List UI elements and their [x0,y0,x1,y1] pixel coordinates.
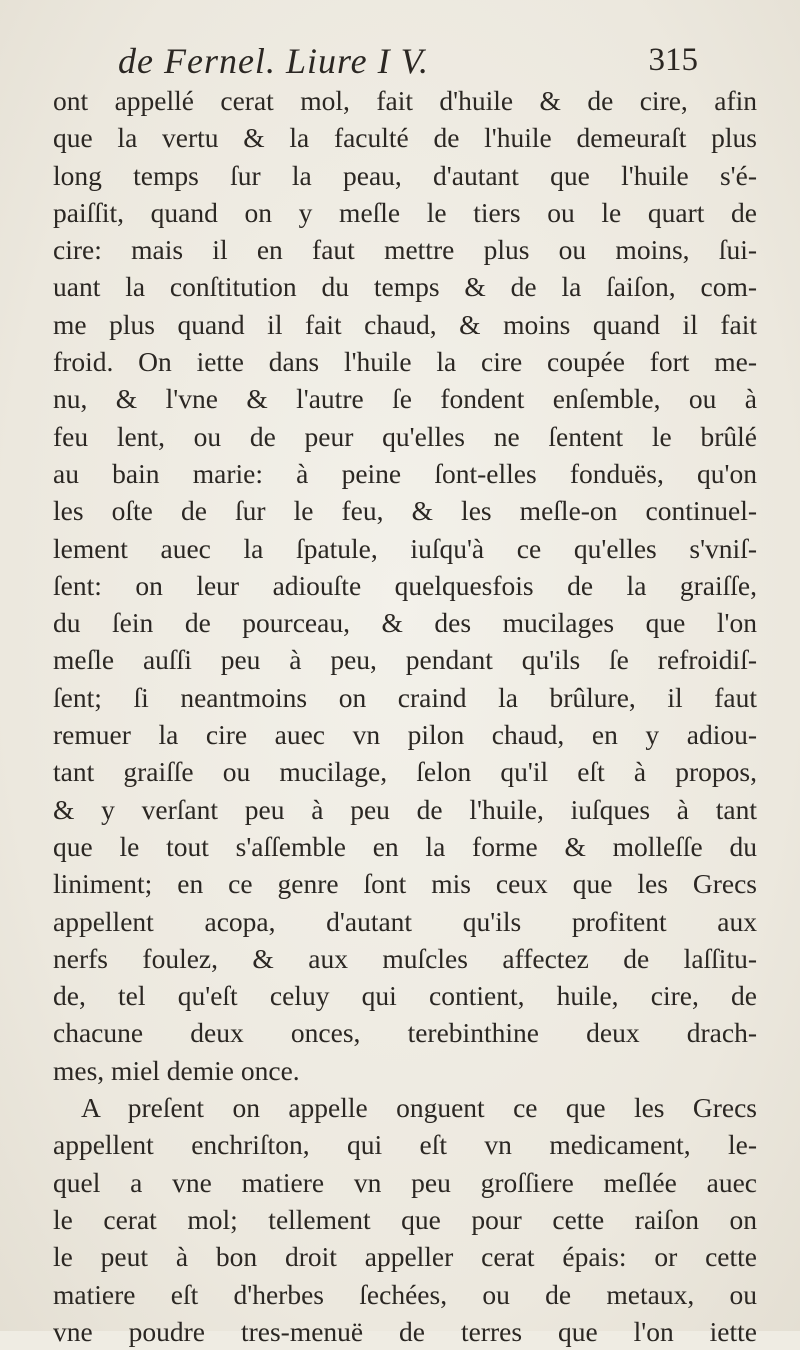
text-line: cire: mais il en faut mettre plus ou moins, ſui- [53,234,757,266]
text-line: long temps ſur la peau, d'autant que l'huile s'é- [53,159,757,191]
text-line: nu, & l'vne & l'autre ſe fondent enſemble, ou à [53,383,757,415]
text-line: le cerat mol; tellement que pour cette raiſon on [53,1203,757,1235]
text-line: au bain marie: à peine ſont-elles fonduës, qu'on [53,457,757,489]
text-line: froid. On iette dans l'huile la cire coupée fort me- [53,346,757,378]
text-line: feu lent, ou de peur qu'elles ne ſentent le brûlé [53,420,757,452]
text-line: ſent; ſi neantmoins on craind la brûlure, il faut [53,681,757,713]
text-line: du ſein de pourceau, & des mucilages que l'on [53,607,757,639]
text-line: matiere eſt d'herbes ſechées, ou de metaux, ou [53,1278,757,1310]
text-line: mes, miel demie once. [53,1054,300,1086]
page-number: 315 [648,42,698,78]
text-line: ont appellé cerat mol, fait d'huile & de cire, afin [53,85,757,116]
text-line: paiſſit, quand on y meſle le tiers ou le quart de [53,196,757,228]
text-line: A preſent on appelle onguent ce que les Grecs [81,1092,757,1124]
body-text [53,82,757,1350]
text-line: remuer la cire auec vn pilon chaud, en y adiou- [53,719,757,751]
text-line: & y verſant peu à peu de l'huile, iuſques à tant [53,793,757,825]
text-line: ſent: on leur adiouſte quelquesfois de la graiſſe, [53,569,757,601]
text-line: chacune deux onces, terebinthine deux drach- [53,1017,757,1049]
text-line: meſle auſſi peu à peu, pendant qu'ils ſe refroidiſ- [53,644,757,676]
text-line: le peut à bon droit appeller cerat épais: or cette [53,1241,757,1273]
text-line: appellent enchriſton, qui eſt vn medicament, le- [53,1129,757,1161]
text-line: vne poudre tres-menuë de terres que l'on iette [53,1315,757,1347]
text-line: les oſte de ſur le feu, & les meſle-on continuel- [53,495,757,527]
text-line: me plus quand il fait chaud, & moins quand il fait [53,308,757,340]
text-line: appellent acopa, d'autant qu'ils profitent aux [53,905,757,937]
text-line: uant la conſtitution du temps & de la ſaiſon, com- [53,271,757,303]
text-line: nerfs foulez, & aux muſcles affectez de laſſitu- [53,942,757,974]
text-line: que la vertu & la faculté de l'huile demeuraſt plus [53,122,757,154]
text-line: quel a vne matiere vn peu groſſiere meſlée auec [53,1166,757,1198]
text-line: lement auec la ſpatule, iuſqu'à ce qu'elles s'vniſ- [53,532,757,564]
text-line: de, tel qu'eſt celuy qui contient, huile, cire, de [53,980,757,1012]
text-line: tant graiſſe ou mucilage, ſelon qu'il eſt à propos, [53,756,757,788]
text-line: liniment; en ce genre ſont mis ceux que les Grecs [53,868,757,900]
text-line: que le tout s'aſſemble en la forme & molleſſe du [53,830,757,862]
running-title: de Fernel. Liure I V. [118,41,429,81]
